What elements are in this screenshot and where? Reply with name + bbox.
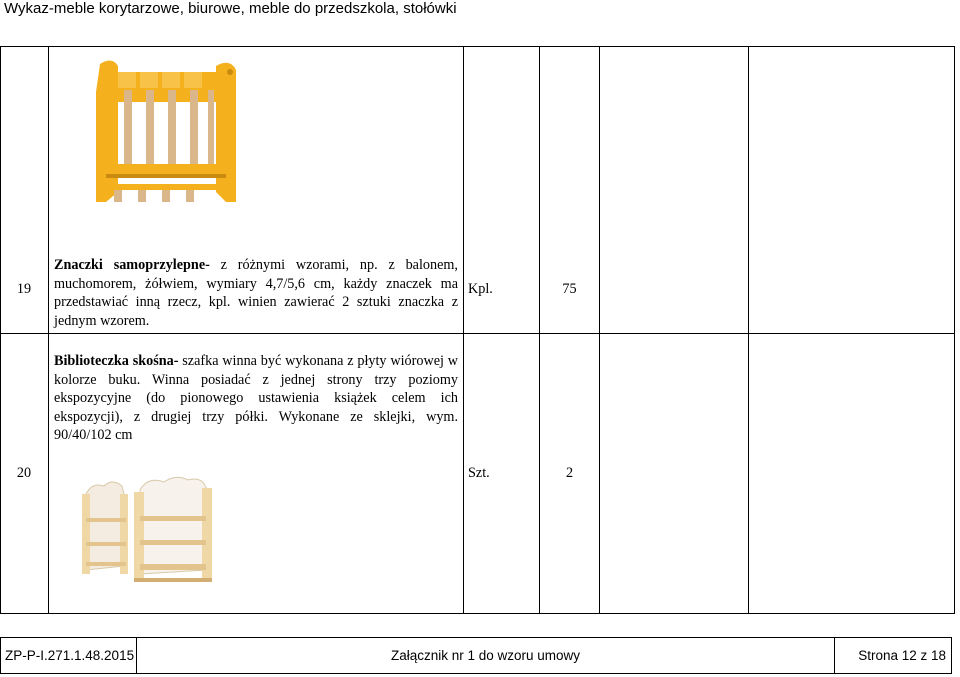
col-line	[599, 46, 600, 614]
footer-attachment: Załącznik nr 1 do wzoru umowy	[390, 648, 581, 663]
table-top-border	[0, 46, 955, 47]
description-bold: Biblioteczka skośna-	[54, 353, 179, 369]
footer-attachment-cell	[136, 637, 835, 674]
page-header-title: Wykaz-meble korytarzowe, biurowe, meble do przedszkola, stołówki	[4, 0, 457, 17]
col-line	[954, 46, 955, 614]
col-line	[48, 46, 49, 614]
col-line	[0, 46, 1, 614]
col-line	[463, 46, 464, 614]
description-bold: Znaczki samoprzylepne-	[54, 257, 210, 273]
col-line	[539, 46, 540, 614]
row-quantity: 2	[565, 465, 574, 481]
col-line	[748, 46, 749, 614]
row-quantity: 75	[562, 281, 577, 297]
row-unit: Szt.	[468, 465, 490, 481]
footer-page-number: Strona 12 z 18	[858, 648, 946, 663]
row-number: 20	[16, 465, 32, 481]
footer-reference-cell	[0, 637, 137, 674]
row-number: 19	[16, 281, 32, 297]
footer-reference: ZP-P-I.271.1.48.2015	[5, 648, 135, 663]
row-unit: Kpl.	[468, 281, 493, 297]
description-text: szafka winna być wykonana z płyty wiórowej w kolorze buku. Winna posiadać z jednej strony trzy poziomy ekspozycyjne (do pionowego ustawienia książek celem ich ekspozycji), z drugiej trzy półki. Wykonane ze sklejki, wym. 90/40/102 cm	[54, 353, 458, 444]
coat-rack-image	[90, 52, 240, 208]
description-text: z różnymi wzorami, np. z balonem, muchomorem, żółwiem, wymiary 4,7/5,6 cm, każdy znaczek ma przedstawiać inną rzecz, kpl. winien zawierać 2 sztuki znaczka z jednym wzorem.	[54, 257, 458, 329]
bookcase-image	[78, 474, 218, 586]
table-bottom-border	[0, 613, 955, 614]
row-description	[54, 256, 458, 330]
footer-page-cell	[834, 637, 952, 674]
row-divider	[0, 333, 955, 334]
page-footer	[0, 637, 952, 674]
row-description	[54, 352, 458, 445]
